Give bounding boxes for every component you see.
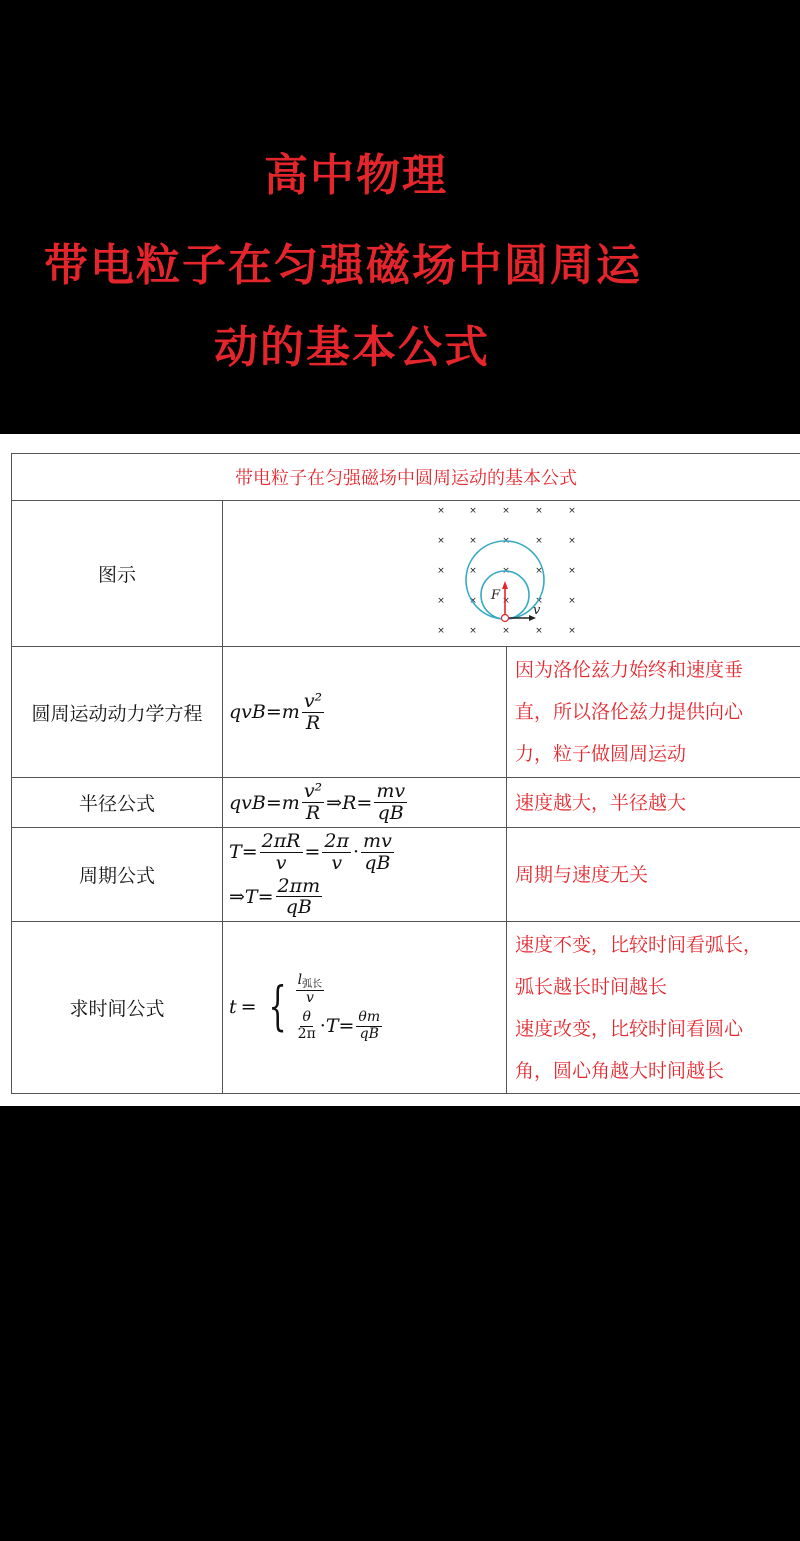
f-r-den: R: [305, 802, 321, 824]
f-dyn-m: m: [281, 701, 300, 723]
field-marker: ×: [568, 536, 576, 546]
title-line-3: 动的基本公式: [214, 322, 490, 373]
note-line: 速度不变，比较时间看弧长，: [515, 933, 763, 956]
f-p-t: T: [229, 841, 242, 864]
f-t-eq2: =: [338, 1015, 355, 1038]
f-p-d4: qB: [285, 896, 312, 919]
field-marker: ×: [535, 536, 543, 546]
force-label: F: [491, 588, 501, 603]
field-marker: ×: [469, 626, 477, 636]
f-t-t: t: [229, 996, 237, 1019]
field-marker: ×: [535, 626, 543, 636]
f-t-lsub: 弧长: [302, 978, 323, 990]
field-marker: ×: [469, 566, 477, 576]
f-p-n4: 2πm: [277, 874, 321, 897]
f-p-t2: T: [244, 885, 258, 908]
f-t-l: l: [297, 971, 303, 988]
field-marker: ×: [535, 596, 543, 606]
f-dyn-lhs: qvB: [229, 701, 266, 723]
note-radius: 速度越大，半径越大: [507, 778, 800, 828]
field-marker: ×: [535, 566, 543, 576]
field-marker: ×: [502, 626, 510, 636]
f-t-v: v: [305, 989, 314, 1006]
period-formula: [223, 828, 507, 922]
field-marker: ×: [502, 536, 510, 546]
f-r-m: m: [281, 791, 300, 814]
note-line: 速度改变，比较时间看圆心: [515, 1017, 744, 1040]
note-time: [507, 922, 800, 1094]
field-marker: ×: [535, 506, 543, 516]
formula-table: [11, 453, 800, 1094]
f-r-arrow: ⇒: [326, 791, 343, 814]
f-p-d2: v: [331, 851, 343, 874]
field-marker: ×: [437, 566, 445, 576]
note-dynamics: [507, 647, 800, 778]
field-marker: ×: [437, 536, 445, 546]
field-marker: ×: [568, 626, 576, 636]
velocity-label: v: [533, 603, 541, 618]
force-arrowhead: [502, 581, 508, 589]
circular-motion-diagram: [223, 501, 800, 646]
f-p-d1: v: [275, 851, 287, 874]
formula-panel: [0, 434, 800, 1106]
note-period: 周期与速度无关: [507, 828, 800, 922]
field-marker: ×: [502, 566, 510, 576]
f-t-dot: ·: [319, 1015, 326, 1038]
f-dyn-num: v²: [303, 689, 323, 712]
field-marker: ×: [568, 506, 576, 516]
field-marker: ×: [502, 506, 510, 516]
row-label-time: 求时间公式: [12, 922, 223, 1094]
table-row-period: [12, 828, 800, 922]
dynamics-formula: [223, 647, 507, 778]
table-row-time: [12, 922, 800, 1094]
f-t-n: θm: [358, 1009, 381, 1026]
f-p-d3: qB: [364, 851, 391, 874]
f-t-T: T: [325, 1015, 339, 1038]
table-row-radius: [12, 778, 800, 828]
time-formula: [223, 922, 507, 1094]
f-t-theta: θ: [302, 1009, 311, 1026]
note-line: 直，所以洛伦兹力提供向心: [515, 701, 744, 723]
f-r-r: R: [342, 791, 357, 814]
diagram-cell: [223, 501, 800, 647]
title-line-1: 高中物理: [264, 150, 448, 201]
f-p-arrow: ⇒: [229, 885, 245, 908]
charged-particle: [502, 615, 509, 622]
row-label-radius: 半径公式: [12, 778, 223, 828]
f-p-dot: ·: [353, 841, 360, 864]
f-dyn-eq: =: [265, 701, 282, 723]
f-p-n3: mv: [363, 829, 392, 852]
note-line: 力，粒子做圆周运动: [515, 743, 687, 765]
note-line: 角，圆心角越大时间越长: [515, 1059, 725, 1082]
f-p-eq: =: [241, 841, 258, 864]
f-r-eq2: =: [356, 791, 373, 814]
f-p-n2: 2π: [324, 829, 349, 852]
field-marker: ×: [502, 596, 510, 606]
note-line: 弧长越长时间越长: [515, 975, 668, 998]
f-p-eq3: =: [257, 885, 274, 908]
field-marker: ×: [437, 596, 445, 606]
f-r-eq: =: [265, 791, 282, 814]
field-marker: ×: [568, 596, 576, 606]
field-marker: ×: [437, 626, 445, 636]
f-dyn-den: R: [305, 711, 321, 734]
f-t-twopi: 2π: [297, 1025, 316, 1042]
table-row-dynamics: [12, 647, 800, 778]
field-marker: ×: [469, 506, 477, 516]
field-marker: ×: [568, 566, 576, 576]
f-r-den2: qB: [377, 802, 404, 824]
row-label-period: 周期公式: [12, 828, 223, 922]
f-t-eq: =: [240, 996, 257, 1019]
table-header: 带电粒子在匀强磁场中圆周运动的基本公式: [12, 454, 800, 501]
note-line: 因为洛伦兹力始终和速度垂: [515, 659, 744, 681]
radius-formula: [223, 778, 507, 828]
f-r-num2: mv: [376, 780, 406, 803]
f-p-n1: 2πR: [261, 829, 301, 852]
f-r-lhs: qvB: [229, 791, 266, 814]
f-t-brace: {: [268, 977, 287, 1038]
field-marker: ×: [469, 536, 477, 546]
title-line-2: 带电粒子在匀强磁场中圆周运: [44, 240, 642, 291]
f-r-num: v²: [303, 780, 323, 803]
table-row-diagram: [12, 501, 800, 647]
field-marker: ×: [437, 506, 445, 516]
row-label-diagram: 图示: [12, 501, 223, 647]
f-t-d: qB: [359, 1025, 379, 1042]
field-marker: ×: [469, 596, 477, 606]
row-label-dynamics: 圆周运动动力学方程: [12, 647, 223, 778]
f-p-eq2: =: [304, 841, 321, 864]
